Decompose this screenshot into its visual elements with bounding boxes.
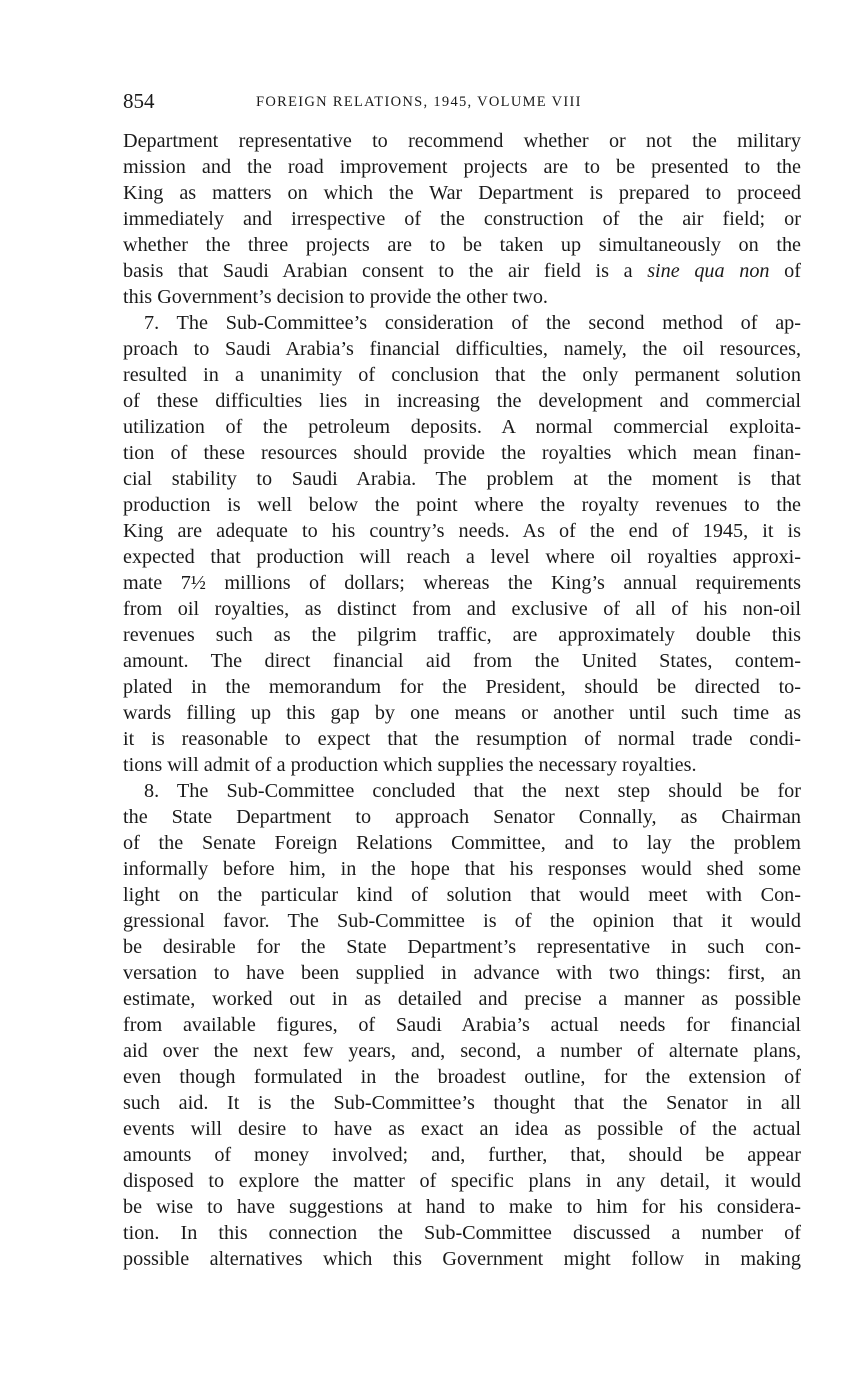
text-line: tion of these resources should provide the royalties which mean finan-: [123, 442, 801, 464]
paragraph-7-first-line: 7. The Sub-Committee’s consideration of the second method of ap-: [144, 312, 801, 334]
text-line: King as matters on which the War Department is prepared to proceed: [123, 182, 801, 204]
text-line: revenues such as the pilgrim traffic, are approximately double this: [123, 624, 801, 646]
text-line: be desirable for the State Department’s representative in such con-: [123, 936, 801, 958]
paragraph-end-line: this Government’s decision to provide the other two.: [123, 286, 548, 308]
text-line: gressional favor. The Sub-Committee is of the opinion that it would: [123, 910, 801, 932]
text-line: possible alternatives which this Government might follow in making: [123, 1248, 801, 1270]
text-line: whether the three projects are to be taken up simultaneously on the: [123, 234, 801, 256]
text-line: events will desire to have as exact an idea as possible of the actual: [123, 1118, 801, 1140]
text-line: aid over the next few years, and, second, a number of alternate plans,: [123, 1040, 801, 1062]
text-segment: basis that Saudi Arabian consent to the air field is a: [123, 260, 648, 282]
text-line: of these difficulties lies in increasing the development and commercial: [123, 390, 801, 412]
text-line: wards filling up this gap by one means or another until such time as: [123, 702, 801, 724]
text-line: mission and the road improvement projects are to be presented to the: [123, 156, 801, 178]
text-line: King are adequate to his country’s needs. As of the end of 1945, it is: [123, 520, 801, 542]
text-line: proach to Saudi Arabia’s financial difficulties, namely, the oil resources,: [123, 338, 801, 360]
text-line: [123, 258, 801, 284]
text-line: expected that production will reach a level where oil royalties approxi-: [123, 546, 801, 568]
text-line: the State Department to approach Senator Connally, as Chairman: [123, 806, 801, 828]
text-line: plated in the memorandum for the President, should be directed to-: [123, 676, 801, 698]
text-line: Department representative to recommend whether or not the military: [123, 130, 801, 152]
text-line: immediately and irrespective of the construction of the air field; or: [123, 208, 801, 230]
text-line: informally before him, in the hope that his responses would shed some: [123, 858, 801, 880]
text-line: cial stability to Saudi Arabia. The problem at the moment is that: [123, 468, 801, 490]
text-line: disposed to explore the matter of specific plans in any detail, it would: [123, 1170, 801, 1192]
text-line: amounts of money involved; and, further, that, should be appear: [123, 1144, 801, 1166]
text-line: be wise to have suggestions at hand to make to him for his considera-: [123, 1196, 801, 1218]
text-line: mate 7½ millions of dollars; whereas the King’s annual requirements: [123, 572, 801, 594]
page-header: [123, 86, 801, 116]
text-line: from oil royalties, as distinct from and exclusive of all of his non-oil: [123, 598, 801, 620]
text-line: it is reasonable to expect that the resumption of normal trade condi-: [123, 728, 801, 750]
text-line: such aid. It is the Sub-Committee’s thought that the Senator in all: [123, 1092, 801, 1114]
page-number: 854: [123, 89, 155, 113]
text-line: production is well below the point where the royalty revenues to the: [123, 494, 801, 516]
text-line: light on the particular kind of solution that would meet with Con-: [123, 884, 801, 906]
italic-phrase: sine qua non: [647, 260, 770, 282]
running-head: FOREIGN RELATIONS, 1945, VOLUME VIII: [256, 94, 582, 110]
text-line: utilization of the petroleum deposits. A normal commercial exploita-: [123, 416, 801, 438]
body-text: [123, 128, 801, 1272]
text-line: from available figures, of Saudi Arabia’s actual needs for financial: [123, 1014, 801, 1036]
text-line: amount. The direct financial aid from the United States, contem-: [123, 650, 801, 672]
text-line: resulted in a unanimity of conclusion that the only permanent solution: [123, 364, 801, 386]
text-line: estimate, worked out in as detailed and precise a manner as possible: [123, 988, 801, 1010]
paragraph-8-first-line: 8. The Sub-Committee concluded that the next step should be for: [144, 780, 801, 802]
text-line: even though formulated in the broadest outline, for the extension of: [123, 1066, 801, 1088]
text-segment: of: [769, 260, 801, 282]
text-line: versation to have been supplied in advance with two things: first, an: [123, 962, 801, 984]
paragraph-end-line: tions will admit of a production which supplies the necessary royalties.: [123, 754, 697, 776]
text-line: of the Senate Foreign Relations Committee, and to lay the problem: [123, 832, 801, 854]
text-line: tion. In this connection the Sub-Committee discussed a number of: [123, 1222, 801, 1244]
